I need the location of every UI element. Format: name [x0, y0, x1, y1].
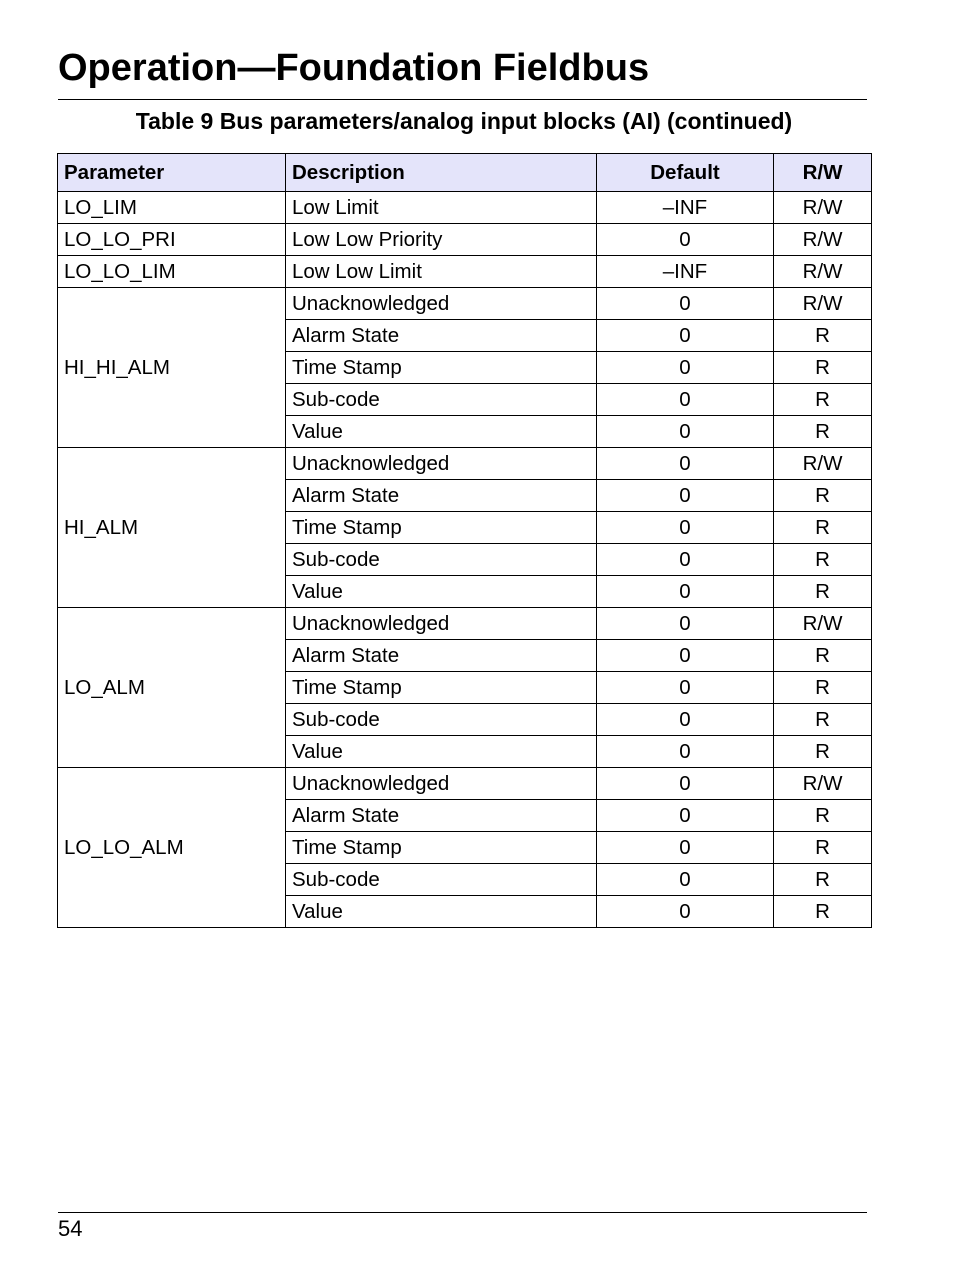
- rw-cell: R: [774, 832, 872, 864]
- description-cell: Value: [286, 576, 597, 608]
- description-cell: Value: [286, 416, 597, 448]
- table-row: [58, 224, 872, 256]
- default-cell: 0: [597, 704, 774, 736]
- description-cell: Sub-code: [286, 864, 597, 896]
- description-cell: Sub-code: [286, 384, 597, 416]
- column-header-default: Default: [597, 154, 774, 192]
- table-row: [58, 256, 872, 288]
- rw-cell: R: [774, 384, 872, 416]
- table-row: [58, 448, 872, 480]
- default-cell: 0: [597, 224, 774, 256]
- description-cell: Sub-code: [286, 704, 597, 736]
- description-cell: Time Stamp: [286, 832, 597, 864]
- table-caption: Table 9 Bus parameters/analog input blocks (AI) (continued): [135, 108, 793, 134]
- description-cell: Time Stamp: [286, 352, 597, 384]
- description-cell: Time Stamp: [286, 512, 597, 544]
- description-cell: Unacknowledged: [286, 608, 597, 640]
- parameter-cell: LO_LIM: [58, 192, 286, 224]
- section-title: Operation—Foundation Fieldbus: [58, 47, 650, 89]
- rw-cell: R: [774, 416, 872, 448]
- description-cell: Unacknowledged: [286, 768, 597, 800]
- rw-cell: R/W: [774, 448, 872, 480]
- footer-divider: [58, 1212, 867, 1213]
- parameter-cell: LO_LO_LIM: [58, 256, 286, 288]
- description-cell: Low Low Priority: [286, 224, 597, 256]
- description-cell: Unacknowledged: [286, 288, 597, 320]
- default-cell: 0: [597, 800, 774, 832]
- default-cell: 0: [597, 320, 774, 352]
- bus-parameters-table: [57, 153, 872, 928]
- default-cell: 0: [597, 352, 774, 384]
- description-cell: Unacknowledged: [286, 448, 597, 480]
- description-cell: Value: [286, 736, 597, 768]
- default-cell: 0: [597, 768, 774, 800]
- default-cell: 0: [597, 416, 774, 448]
- column-header-parameter: Parameter: [58, 154, 286, 192]
- rw-cell: R: [774, 320, 872, 352]
- rw-cell: R: [774, 672, 872, 704]
- rw-cell: R: [774, 704, 872, 736]
- default-cell: –INF: [597, 256, 774, 288]
- description-cell: Alarm State: [286, 640, 597, 672]
- table-row: [58, 608, 872, 640]
- default-cell: 0: [597, 896, 774, 928]
- parameter-group-cell: LO_LO_ALM: [58, 768, 286, 928]
- rw-cell: R: [774, 576, 872, 608]
- table-row: [58, 192, 872, 224]
- rw-cell: R: [774, 544, 872, 576]
- default-cell: 0: [597, 512, 774, 544]
- default-cell: 0: [597, 288, 774, 320]
- default-cell: –INF: [597, 192, 774, 224]
- rw-cell: R: [774, 864, 872, 896]
- rw-cell: R/W: [774, 192, 872, 224]
- description-cell: Time Stamp: [286, 672, 597, 704]
- description-cell: Value: [286, 896, 597, 928]
- default-cell: 0: [597, 832, 774, 864]
- rw-cell: R: [774, 480, 872, 512]
- rw-cell: R/W: [774, 224, 872, 256]
- description-cell: Sub-code: [286, 544, 597, 576]
- default-cell: 0: [597, 480, 774, 512]
- default-cell: 0: [597, 640, 774, 672]
- column-header-rw: R/W: [774, 154, 872, 192]
- rw-cell: R: [774, 896, 872, 928]
- default-cell: 0: [597, 544, 774, 576]
- description-cell: Low Limit: [286, 192, 597, 224]
- default-cell: 0: [597, 864, 774, 896]
- default-cell: 0: [597, 384, 774, 416]
- parameter-group-cell: HI_ALM: [58, 448, 286, 608]
- column-header-description: Description: [286, 154, 597, 192]
- page-number: 54: [58, 1216, 83, 1241]
- default-cell: 0: [597, 672, 774, 704]
- rw-cell: R: [774, 352, 872, 384]
- default-cell: 0: [597, 448, 774, 480]
- description-cell: Alarm State: [286, 320, 597, 352]
- table-row: [58, 288, 872, 320]
- rw-cell: R: [774, 640, 872, 672]
- rw-cell: R/W: [774, 768, 872, 800]
- title-divider: [58, 99, 867, 100]
- rw-cell: R/W: [774, 288, 872, 320]
- rw-cell: R: [774, 800, 872, 832]
- parameter-group-cell: HI_HI_ALM: [58, 288, 286, 448]
- table-header-row: [58, 154, 872, 192]
- description-cell: Alarm State: [286, 480, 597, 512]
- rw-cell: R: [774, 512, 872, 544]
- rw-cell: R/W: [774, 608, 872, 640]
- table-row: [58, 768, 872, 800]
- default-cell: 0: [597, 608, 774, 640]
- description-cell: Low Low Limit: [286, 256, 597, 288]
- table-body: [58, 192, 872, 928]
- rw-cell: R: [774, 736, 872, 768]
- parameter-group-cell: LO_ALM: [58, 608, 286, 768]
- default-cell: 0: [597, 736, 774, 768]
- parameter-cell: LO_LO_PRI: [58, 224, 286, 256]
- description-cell: Alarm State: [286, 800, 597, 832]
- default-cell: 0: [597, 576, 774, 608]
- rw-cell: R/W: [774, 256, 872, 288]
